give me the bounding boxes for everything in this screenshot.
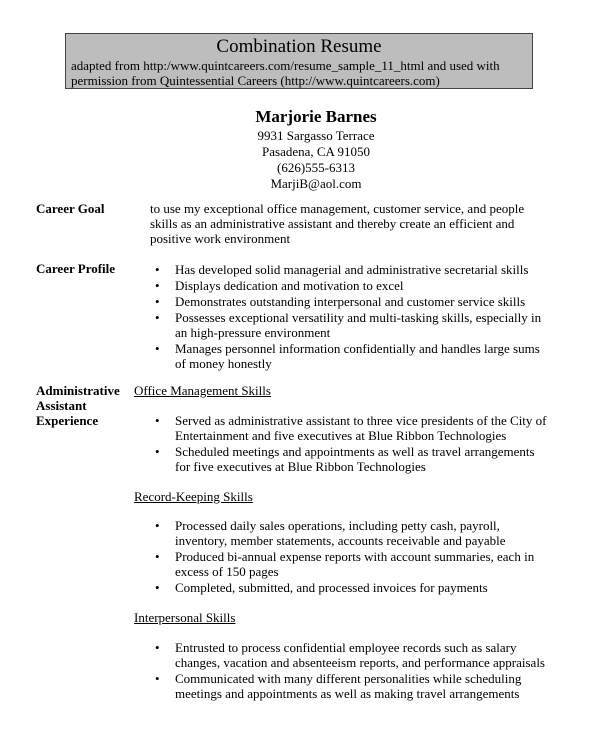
list-item: • Manages personnel information confidentially and handles large sums of money honestly xyxy=(150,341,541,371)
address: 9931 Sargasso Terrace xyxy=(257,128,375,143)
email: MarjiB@aol.com xyxy=(270,176,362,191)
list-item: • Produced bi-annual expense reports with account summaries, each in excess of 150 pages xyxy=(150,549,534,579)
experience-label: Administrative Assistant Experience xyxy=(36,383,120,428)
interpersonal-heading: Interpersonal Skills xyxy=(134,610,236,625)
office-management-heading: Office Management Skills xyxy=(134,383,271,398)
document-title: Combination Resume xyxy=(216,36,382,57)
interpersonal-list xyxy=(150,640,545,702)
list-item: • Processed daily sales operations, including petty cash, payroll, inventory, member statements, accounts receivable and payable xyxy=(150,518,534,548)
record-keeping-heading: Record-Keeping Skills xyxy=(134,489,253,504)
list-item: • Scheduled meetings and appointments as well as travel arrangements for five executives at Blue Ribbon Technologies xyxy=(150,444,547,474)
career-goal-text xyxy=(150,201,524,246)
city-state-zip: Pasadena, CA 91050 xyxy=(262,144,370,159)
record-keeping-list xyxy=(150,518,534,596)
career-profile-list xyxy=(150,262,541,372)
header-banner xyxy=(65,33,533,89)
list-item: • Communicated with many different personalities while scheduling meetings and appointments as well as making travel arrangements xyxy=(150,671,545,701)
source-note-line-1: adapted from http:/www.quintcareers.com/resume_sample_11_html and used with xyxy=(71,58,500,73)
career-profile-label: Career Profile xyxy=(36,261,116,276)
career-goal-label: Career Goal xyxy=(36,201,105,216)
list-item: • Demonstrates outstanding interpersonal and customer service skills xyxy=(150,294,541,309)
list-item: • Possesses exceptional versatility and multi-tasking skills, especially in an high-pressure environment xyxy=(150,310,541,340)
list-item: • Entrusted to process confidential employee records such as salary changes, vacation and absenteeism reports, and performance appraisals xyxy=(150,640,545,670)
contact-block xyxy=(0,106,600,192)
list-item: • Completed, submitted, and processed invoices for payments xyxy=(150,580,534,595)
career-goal-line: skills as an administrative assistant and thereby create an efficient and xyxy=(150,216,515,231)
candidate-name: Marjorie Barnes xyxy=(255,107,377,126)
office-management-list xyxy=(150,413,547,475)
list-item: • Has developed solid managerial and administrative secretarial skills xyxy=(150,262,541,277)
list-item: • Displays dedication and motivation to excel xyxy=(150,278,541,293)
career-goal-line: positive work environment xyxy=(150,231,291,246)
phone: (626)555-6313 xyxy=(277,160,355,175)
source-note-line-2: permission from Quintessential Careers (http://www.quintcareers.com) xyxy=(71,73,440,88)
career-goal-line: to use my exceptional office management, customer service, and people xyxy=(150,201,525,216)
list-item: • Served as administrative assistant to three vice presidents of the City of Entertainment and five executives at Blue Ribbon Technologies xyxy=(150,413,547,443)
